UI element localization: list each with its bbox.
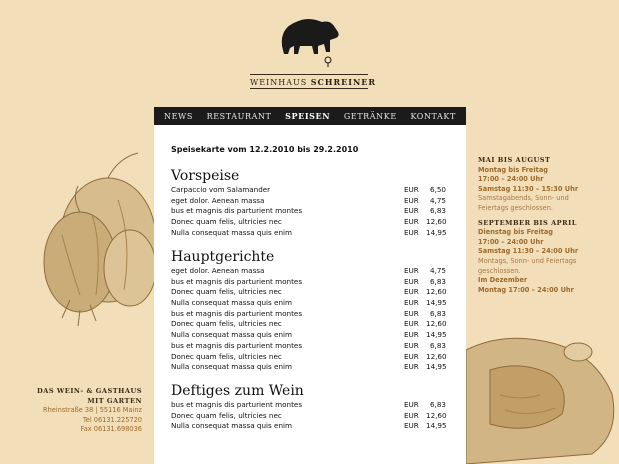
nav-restaurant[interactable]: RESTAURANT	[206, 111, 272, 121]
nav-kontakt[interactable]: KONTAKT	[410, 111, 456, 121]
logo-text: WEINHAUS SCHREINER	[250, 77, 376, 87]
menu-item: bus et magnis dis parturient montes EUR 6,83	[171, 400, 446, 409]
section-vorspeise	[171, 167, 446, 238]
menu-panel	[154, 125, 466, 464]
section-heading: Deftiges zum Wein	[171, 383, 304, 399]
menu-item: Donec quam felis, ultricies nec EUR 12,60	[171, 217, 447, 227]
section-hauptgerichte	[171, 248, 446, 373]
menu-item: Nulla consequat massa quis enim EUR 14,95	[171, 330, 447, 340]
section-deftiges	[171, 382, 446, 432]
hours-text: 17:00 – 24:00 Uhr	[478, 237, 544, 246]
nav-getraenke[interactable]: GETRÄNKE	[343, 111, 397, 121]
opening-hours	[478, 156, 608, 295]
address-heading: MIT GARTEN	[87, 396, 142, 405]
address-block	[18, 387, 142, 435]
menu-item: Carpaccio vom Salamander EUR 6,50	[171, 185, 446, 194]
menu-item: eget dolor. Aenean massa EUR 4,75	[171, 266, 446, 275]
address-tel[interactable]: Tel 06131.225720	[82, 415, 142, 424]
section-heading: Hauptgerichte	[171, 249, 275, 265]
hours-summer-heading: MAI BIS AUGUST	[478, 156, 551, 164]
hours-note: Samstagabends, Sonn- und	[478, 194, 569, 203]
address-fax: Fax 06131.698036	[80, 425, 142, 434]
menu-item: bus et magnis dis parturient montes EUR 6,83	[171, 206, 446, 216]
hours-text: Dienstag bis Freitag	[478, 228, 554, 237]
logo[interactable]	[250, 16, 376, 87]
onion-illustration	[44, 153, 156, 326]
hours-winter-heading: SEPTEMBER BIS APRIL	[478, 218, 577, 227]
hours-text: Samstag 11:30 – 24:00 Uhr	[478, 247, 579, 256]
bear-icon	[278, 16, 340, 68]
main-nav	[154, 107, 466, 125]
menu-item: Donec quam felis, ultricies nec EUR 12,60	[171, 351, 447, 361]
nav-news[interactable]: NEWS	[164, 111, 193, 121]
menu-item: Nulla consequat massa quis enim EUR 14,95	[171, 421, 447, 431]
menu-item: eget dolor. Aenean massa EUR 4,75	[171, 195, 446, 205]
hours-text: Samstag 11:30 – 15:30 Uhr	[478, 184, 579, 193]
menu-item: Nulla consequat massa quis enim EUR 14,95	[171, 227, 447, 237]
menu-item: Nulla consequat massa quis enim EUR 14,95	[171, 362, 447, 372]
logo-rule-bottom	[250, 88, 368, 89]
menu-item: bus et magnis dis parturient montes EUR 6,83	[171, 276, 446, 286]
menu-item: bus et magnis dis parturient montes EUR 6,83	[171, 308, 446, 318]
hours-text: Montag 17:00 – 24:00 Uhr	[478, 285, 574, 294]
hours-note: Feiertags geschlossen.	[478, 203, 553, 212]
address-street: Rheinstraße 38 | 55116 Mainz	[43, 406, 142, 415]
address-heading: DAS WEIN- & GASTHAUS	[37, 387, 142, 395]
hours-note: geschlossen.	[478, 266, 521, 275]
hours-note: Montags, Sonn- und Feiertags	[478, 256, 577, 265]
nav-speisen[interactable]: SPEISEN	[285, 111, 331, 121]
menu-item: Nulla consequat massa quis enim EUR 14,95	[171, 298, 447, 308]
menu-item: Donec quam felis, ultricies nec EUR 12,60	[171, 319, 447, 329]
section-heading: Vorspeise	[171, 168, 240, 184]
menu-item: bus et magnis dis parturient montes EUR 6,83	[171, 340, 446, 350]
menu-title: Speisekarte vom 12.2.2010 bis 29.2.2010	[171, 145, 359, 154]
logo-rule-top	[250, 74, 368, 75]
menu-item: Donec quam felis, ultricies nec EUR 12,60	[171, 287, 447, 297]
ham-illustration	[466, 338, 614, 464]
menu-item: Donec quam felis, ultricies nec EUR 12,60	[171, 410, 447, 420]
hours-text: 17:00 – 24:00 Uhr	[478, 175, 544, 184]
hours-text: Montag bis Freitag	[478, 165, 548, 174]
hours-text: Im Dezember	[478, 276, 528, 285]
